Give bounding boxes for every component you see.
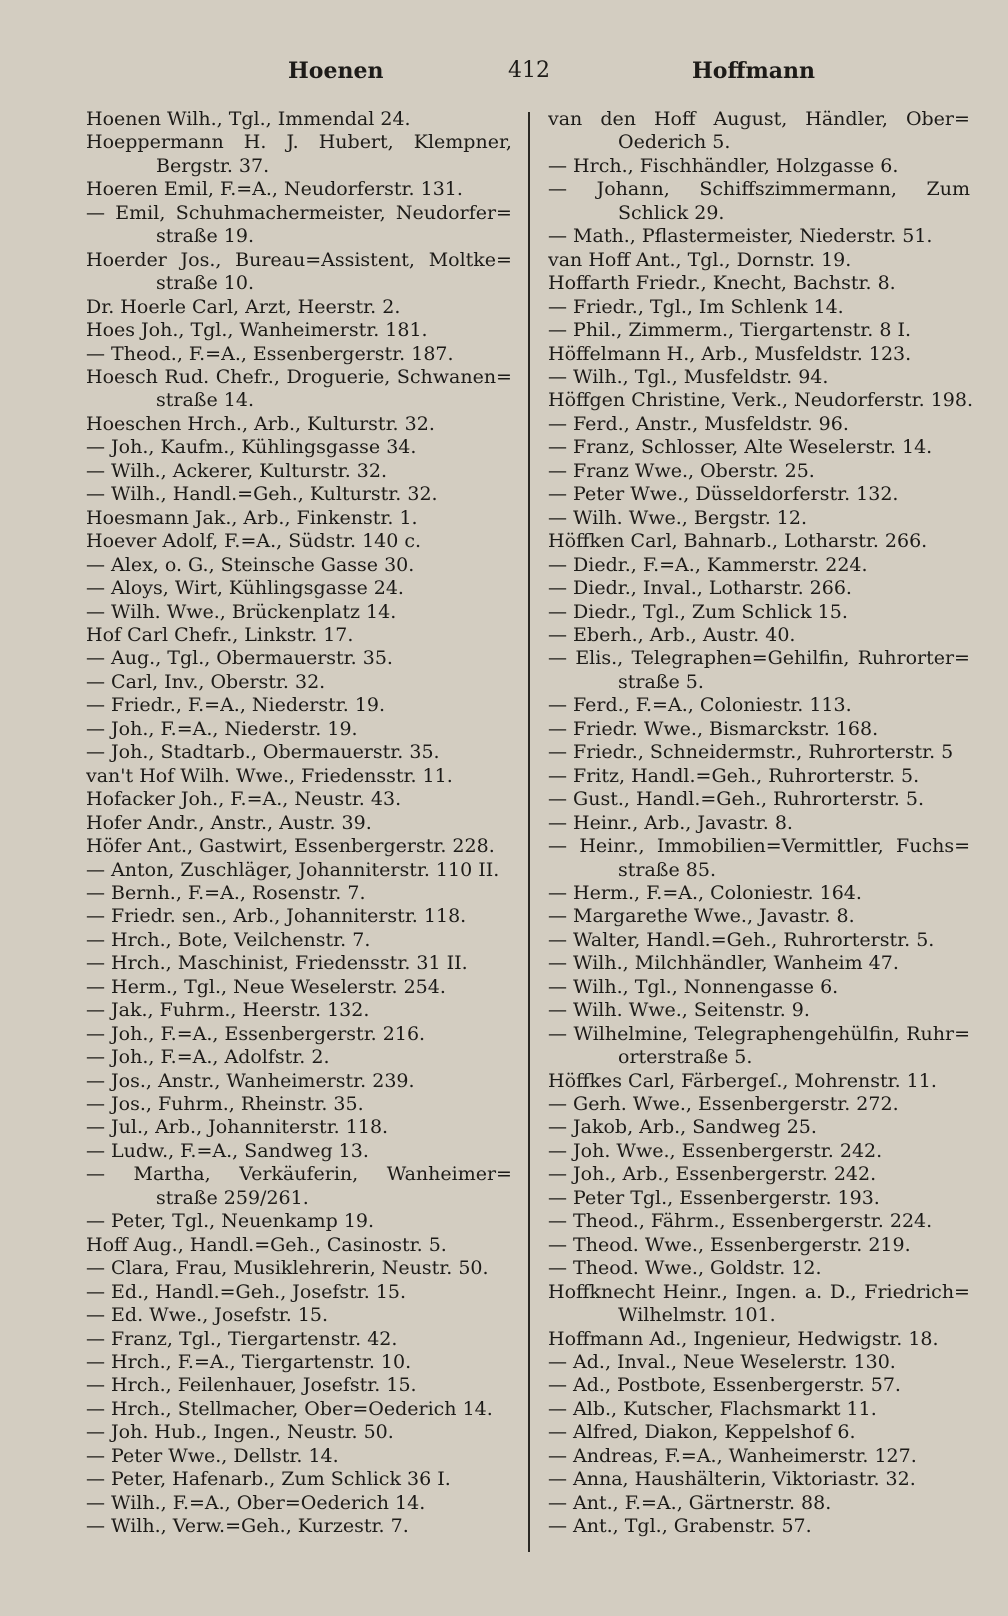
entry-word: Friedrich= bbox=[864, 1280, 970, 1303]
directory-entry: Oederich 5. bbox=[618, 131, 731, 154]
directory-entry: — Jos., Fuhrm., Rheinstr. 35. bbox=[86, 1093, 364, 1116]
directory-entry: — Bernh., F.=A., Rosenstr. 7. bbox=[86, 881, 366, 904]
directory-entry: — Friedr., Schneidermstr., Ruhrorterstr. 5 bbox=[548, 741, 954, 764]
directory-entry: straße 5. bbox=[618, 670, 704, 693]
directory-entry: Höffgen Christine, Verk., Neudorferstr. 198. bbox=[548, 389, 973, 412]
directory-entry: — Joh. Wwe., Essenbergerstr. 242. bbox=[548, 1139, 883, 1162]
entry-word: Ruhrorter= bbox=[857, 647, 970, 670]
entry-word: — bbox=[548, 1022, 567, 1045]
directory-entry: — Joh., Stadtarb., Obermauerstr. 35. bbox=[86, 741, 440, 764]
entry-word: den bbox=[600, 108, 636, 130]
entry-word: Telegraphen=Gehilfin, bbox=[631, 647, 850, 670]
directory-entry: straße 259/261. bbox=[156, 1186, 309, 1209]
directory-entry: Höffelmann H., Arb., Musfeldstr. 123. bbox=[548, 342, 912, 365]
right-column bbox=[548, 108, 976, 1539]
directory-entry: — Heinr., Arb., Javastr. 8. bbox=[548, 811, 793, 834]
directory-entry: — Gerh. Wwe., Essenbergerstr. 272. bbox=[548, 1093, 899, 1116]
directory-entry: — Carl, Inv., Oberstr. 32. bbox=[86, 670, 326, 693]
entry-word: Heinr., bbox=[662, 1280, 728, 1303]
directory-entry: — Anton, Zuschläger, Johanniterstr. 110 II. bbox=[86, 858, 500, 881]
directory-entry: Hoeren Emil, F.=A., Neudorferstr. 131. bbox=[86, 178, 463, 201]
directory-entry: orterstraße 5. bbox=[618, 1046, 753, 1069]
directory-entry: — Ferd., F.=A., Coloniestr. 113. bbox=[548, 694, 852, 717]
entry-word: J. bbox=[286, 131, 299, 154]
entry-word: Emil, bbox=[115, 201, 166, 224]
directory-entry: — Herm., Tgl., Neue Weselerstr. 254. bbox=[86, 975, 446, 998]
directory-entry: — Ant., Tgl., Grabenstr. 57. bbox=[548, 1515, 812, 1538]
column-divider bbox=[528, 112, 530, 1552]
entry-word: Immobilien=Vermittler, bbox=[656, 835, 884, 858]
entry-word: Hoesch bbox=[86, 365, 158, 388]
directory-entry: straße 14. bbox=[156, 389, 254, 412]
entry-word: August, bbox=[713, 108, 788, 130]
directory-entry: — Joh., Arb., Essenbergerstr. 242. bbox=[548, 1163, 877, 1186]
entry-word: Chefr., bbox=[215, 365, 280, 388]
directory-entry bbox=[548, 647, 976, 670]
directory-entry: Hoffmann Ad., Ingenieur, Hedwigstr. 18. bbox=[548, 1327, 939, 1350]
directory-entry: — Diedr., Inval., Lotharstr. 266. bbox=[548, 577, 852, 600]
directory-entry: Dr. Hoerle Carl, Arzt, Heerstr. 2. bbox=[86, 295, 401, 318]
entry-word: Martha, bbox=[133, 1163, 211, 1186]
directory-entry: — Peter, Hafenarb., Zum Schlick 36 I. bbox=[86, 1468, 451, 1491]
directory-entry: straße 19. bbox=[156, 225, 254, 248]
directory-entry: — Theod. Wwe., Goldstr. 12. bbox=[548, 1257, 822, 1280]
directory-entry bbox=[548, 178, 976, 201]
directory-entry: — Wilh., Handl.=Geh., Kulturstr. 32. bbox=[86, 483, 438, 506]
directory-entry: — Wilh. Wwe., Brückenplatz 14. bbox=[86, 600, 397, 623]
directory-entry: — Joh., F.=A., Adolfstr. 2. bbox=[86, 1046, 330, 1069]
directory-entry: — Hrch., Fischhändler, Holzgasse 6. bbox=[548, 154, 899, 177]
directory-entry: — Hrch., Feilenhauer, Josefstr. 15. bbox=[86, 1374, 417, 1397]
directory-entry: — Andreas, F.=A., Wanheimerstr. 127. bbox=[548, 1444, 917, 1467]
directory-entry: — Hrch., Bote, Veilchenstr. 7. bbox=[86, 928, 371, 951]
directory-entry: — Jakob, Arb., Sandweg 25. bbox=[548, 1116, 817, 1139]
directory-entry: — Wilh., Milchhändler, Wanheim 47. bbox=[548, 952, 899, 975]
entry-word: Ingen. bbox=[735, 1280, 798, 1303]
directory-entry: — Wilh., Tgl., Nonnengasse 6. bbox=[548, 975, 839, 998]
entry-word: — bbox=[548, 647, 567, 670]
page-header bbox=[80, 54, 968, 94]
entry-word: Hoffknecht bbox=[548, 1280, 656, 1303]
directory-entry: — Joh., Kaufm., Kühlingsgasse 34. bbox=[86, 436, 417, 459]
directory-entry: — Hrch., Stellmacher, Ober=Oederich 14. bbox=[86, 1397, 493, 1420]
directory-entry: — Wilh., Ackerer, Kulturstr. 32. bbox=[86, 459, 387, 482]
directory-entry: — Ferd., Anstr., Musfeldstr. 96. bbox=[548, 412, 849, 435]
directory-entry: — Jul., Arb., Johanniterstr. 118. bbox=[86, 1116, 389, 1139]
directory-entry: — Gust., Handl.=Geh., Ruhrorterstr. 5. bbox=[548, 788, 925, 811]
directory-entry: Höfer Ant., Gastwirt, Essenbergerstr. 228. bbox=[86, 835, 495, 858]
entry-word: Neudorfer= bbox=[395, 201, 512, 224]
directory-entry: Höffkes Carl, Färbergeſ., Mohrenstr. 11. bbox=[548, 1069, 937, 1092]
entry-word: Wilhelmine, bbox=[573, 1022, 689, 1045]
entry-word: Telegraphengehülfin, bbox=[694, 1022, 900, 1045]
directory-entry bbox=[548, 835, 976, 858]
directory-entry bbox=[86, 202, 518, 225]
directory-entry: — Franz, Schlosser, Alte Weselerstr. 14. bbox=[548, 436, 933, 459]
directory-entry: — Wilh., Verw.=Geh., Kurzestr. 7. bbox=[86, 1515, 409, 1538]
directory-entry: Hoes Joh., Tgl., Wanheimerstr. 181. bbox=[86, 319, 428, 342]
directory-entry: — Margarethe Wwe., Javastr. 8. bbox=[548, 905, 855, 928]
entry-word: Elis., bbox=[575, 647, 624, 670]
directory-entry: — Alb., Kutscher, Flachsmarkt 11. bbox=[548, 1397, 877, 1420]
directory-entry: — Diedr., F.=A., Kammerstr. 224. bbox=[548, 553, 868, 576]
directory-entry bbox=[548, 1281, 976, 1304]
entry-word: Bureau=Assistent, bbox=[235, 248, 415, 271]
directory-entry: Höffken Carl, Bahnarb., Lotharstr. 266. bbox=[548, 530, 928, 553]
entry-word: — bbox=[548, 178, 567, 201]
directory-entry: Hoenen Wilh., Tgl., Immendal 24. bbox=[86, 108, 411, 130]
directory-entry: Schlick 29. bbox=[618, 201, 725, 224]
entry-word: — bbox=[86, 1163, 105, 1186]
directory-entry bbox=[548, 1023, 976, 1046]
directory-entry: — Joh. Hub., Ingen., Neustr. 50. bbox=[86, 1421, 394, 1444]
directory-entry: — Ant., F.=A., Gärtnerstr. 88. bbox=[548, 1491, 832, 1514]
entry-word: Droguerie, bbox=[286, 365, 391, 388]
entry-word: van bbox=[548, 108, 583, 130]
entry-word: — bbox=[548, 835, 567, 858]
entry-word: Schwanen= bbox=[396, 365, 512, 388]
directory-entry: — Eberh., Arb., Austr. 40. bbox=[548, 623, 796, 646]
directory-entry: — Jak., Fuhrm., Heerstr. 132. bbox=[86, 999, 370, 1022]
directory-entry: — Franz, Tgl., Tiergartenstr. 42. bbox=[86, 1327, 398, 1350]
directory-entry: — Alex, o. G., Steinsche Gasse 30. bbox=[86, 553, 415, 576]
entry-word: H. bbox=[243, 131, 267, 154]
entry-word: Hoeppermann bbox=[86, 131, 224, 154]
directory-entry: — Aloys, Wirt, Kühlingsgasse 24. bbox=[86, 577, 404, 600]
directory-entry: van't Hof Wilh. Wwe., Friedensstr. 11. bbox=[86, 764, 453, 787]
directory-entry: — Joh., F.=A., Essenbergerstr. 216. bbox=[86, 1022, 426, 1045]
entry-word: Fuchs= bbox=[896, 835, 970, 858]
entry-word: Verkäuferin, bbox=[239, 1163, 359, 1186]
directory-entry: — Peter Tgl., Essenbergerstr. 193. bbox=[548, 1186, 880, 1209]
directory-entry: Bergstr. 37. bbox=[156, 154, 270, 177]
directory-entry: — Ludw., F.=A., Sandweg 13. bbox=[86, 1139, 369, 1162]
entry-word: Schiffszimmermann, bbox=[699, 178, 897, 201]
directory-entry: — Peter Wwe., Düsseldorferstr. 132. bbox=[548, 483, 899, 506]
left-column bbox=[86, 108, 518, 1539]
entry-word: Ober= bbox=[905, 108, 970, 130]
entry-word: Hoff bbox=[653, 108, 696, 130]
header-right-keyword: Hoffmann bbox=[692, 58, 816, 84]
directory-entry bbox=[86, 131, 518, 154]
entry-word: Händler, bbox=[805, 108, 888, 130]
directory-entry: — Ed. Wwe., Josefstr. 15. bbox=[86, 1304, 329, 1327]
directory-entry: — Aug., Tgl., Obermauerstr. 35. bbox=[86, 647, 393, 670]
entry-word: Ruhr= bbox=[906, 1022, 970, 1045]
directory-entry: — Joh., F.=A., Niederstr. 19. bbox=[86, 717, 358, 740]
directory-entry bbox=[86, 366, 518, 389]
directory-entry: — Herm., F.=A., Coloniestr. 164. bbox=[548, 881, 862, 904]
directory-entry: — Peter, Tgl., Neuenkamp 19. bbox=[86, 1210, 375, 1233]
entry-word: Johann, bbox=[596, 178, 670, 201]
entry-word: Hubert, bbox=[318, 131, 394, 154]
directory-entry: Hof Carl Chefr., Linkstr. 17. bbox=[86, 623, 354, 646]
directory-entry: Hoff Aug., Handl.=Geh., Casinostr. 5. bbox=[86, 1233, 447, 1256]
directory-entry: — Jos., Anstr., Wanheimerstr. 239. bbox=[86, 1069, 415, 1092]
directory-entry: — Walter, Handl.=Geh., Ruhrorterstr. 5. bbox=[548, 928, 935, 951]
directory-entry: — Ed., Handl.=Geh., Josefstr. 15. bbox=[86, 1280, 407, 1303]
directory-entry: — Peter Wwe., Dellstr. 14. bbox=[86, 1444, 339, 1467]
directory-entry: — Friedr. Wwe., Bismarckstr. 168. bbox=[548, 717, 879, 740]
directory-entry: — Friedr., F.=A., Niederstr. 19. bbox=[86, 694, 386, 717]
directory-entry: — Wilh., F.=A., Ober=Oederich 14. bbox=[86, 1491, 426, 1514]
entry-word: Schuhmachermeister, bbox=[175, 201, 386, 224]
directory-entry: — Friedr., Tgl., Im Schlenk 14. bbox=[548, 295, 844, 318]
directory-entry bbox=[86, 249, 518, 272]
entry-word: D., bbox=[829, 1280, 857, 1303]
directory-entry: — Ad., Inval., Neue Weselerstr. 130. bbox=[548, 1351, 896, 1374]
directory-entry: Hoeschen Hrch., Arb., Kulturstr. 32. bbox=[86, 412, 435, 435]
directory-entry: straße 10. bbox=[156, 272, 254, 295]
entry-word: a. bbox=[804, 1280, 823, 1303]
directory-entry: — Phil., Zimmerm., Tiergartenstr. 8 I. bbox=[548, 319, 912, 342]
directory-entry: Hofacker Joh., F.=A., Neustr. 43. bbox=[86, 788, 402, 811]
header-left-keyword: Hoenen bbox=[288, 58, 384, 84]
directory-entry: — Clara, Frau, Musiklehrerin, Neustr. 50. bbox=[86, 1257, 489, 1280]
directory-entry: — Theod., Fährm., Essenbergerstr. 224. bbox=[548, 1210, 933, 1233]
directory-entry: — Anna, Haushälterin, Viktoriastr. 32. bbox=[548, 1468, 916, 1491]
entry-word: Hoerder bbox=[86, 248, 167, 271]
directory-entry bbox=[548, 108, 976, 131]
directory-entry: Hofer Andr., Anstr., Austr. 39. bbox=[86, 811, 372, 834]
directory-entry: — Wilh. Wwe., Seitenstr. 9. bbox=[548, 999, 810, 1022]
entry-word: Klempner, bbox=[413, 131, 512, 154]
entry-word: Moltke= bbox=[428, 248, 512, 271]
directory-entry: — Ad., Postbote, Essenbergerstr. 57. bbox=[548, 1374, 901, 1397]
directory-entry: — Fritz, Handl.=Geh., Ruhrorterstr. 5. bbox=[548, 764, 920, 787]
entry-word: Rud. bbox=[164, 365, 210, 388]
directory-entry: Wilhelmstr. 101. bbox=[618, 1304, 776, 1327]
entry-word: Wanheimer= bbox=[386, 1163, 512, 1186]
entry-word: Jos., bbox=[180, 248, 222, 271]
directory-entry: Hoever Adolf, F.=A., Südstr. 140 c. bbox=[86, 530, 422, 553]
directory-entry: — Hrch., Maschinist, Friedensstr. 31 II. bbox=[86, 952, 468, 975]
directory-entry: — Math., Pflastermeister, Niederstr. 51. bbox=[548, 225, 933, 248]
directory-entry: — Alfred, Diakon, Keppelshof 6. bbox=[548, 1421, 856, 1444]
directory-entry: — Hrch., F.=A., Tiergartenstr. 10. bbox=[86, 1351, 412, 1374]
directory-entry bbox=[86, 1163, 518, 1186]
page-number: 412 bbox=[508, 58, 550, 83]
directory-entry: straße 85. bbox=[618, 858, 716, 881]
directory-entry: Hoffarth Friedr., Knecht, Bachstr. 8. bbox=[548, 272, 896, 295]
directory-entry: — Wilh. Wwe., Bergstr. 12. bbox=[548, 506, 807, 529]
entry-word: — bbox=[86, 201, 105, 224]
entry-word: Heinr., bbox=[579, 835, 645, 858]
directory-entry: — Friedr. sen., Arb., Johanniterstr. 118. bbox=[86, 905, 467, 928]
directory-entry: — Diedr., Tgl., Zum Schlick 15. bbox=[548, 600, 848, 623]
directory-entry: Hoesmann Jak., Arb., Finkenstr. 1. bbox=[86, 506, 418, 529]
entry-word: Zum bbox=[926, 178, 970, 201]
directory-entry: van Hoff Ant., Tgl., Dornstr. 19. bbox=[548, 248, 852, 271]
directory-entry: — Theod., F.=A., Essenbergerstr. 187. bbox=[86, 342, 454, 365]
directory-entry: — Theod. Wwe., Essenbergerstr. 219. bbox=[548, 1233, 911, 1256]
directory-entry: — Wilh., Tgl., Musfeldstr. 94. bbox=[548, 365, 829, 388]
directory-entry: — Franz Wwe., Oberstr. 25. bbox=[548, 459, 815, 482]
